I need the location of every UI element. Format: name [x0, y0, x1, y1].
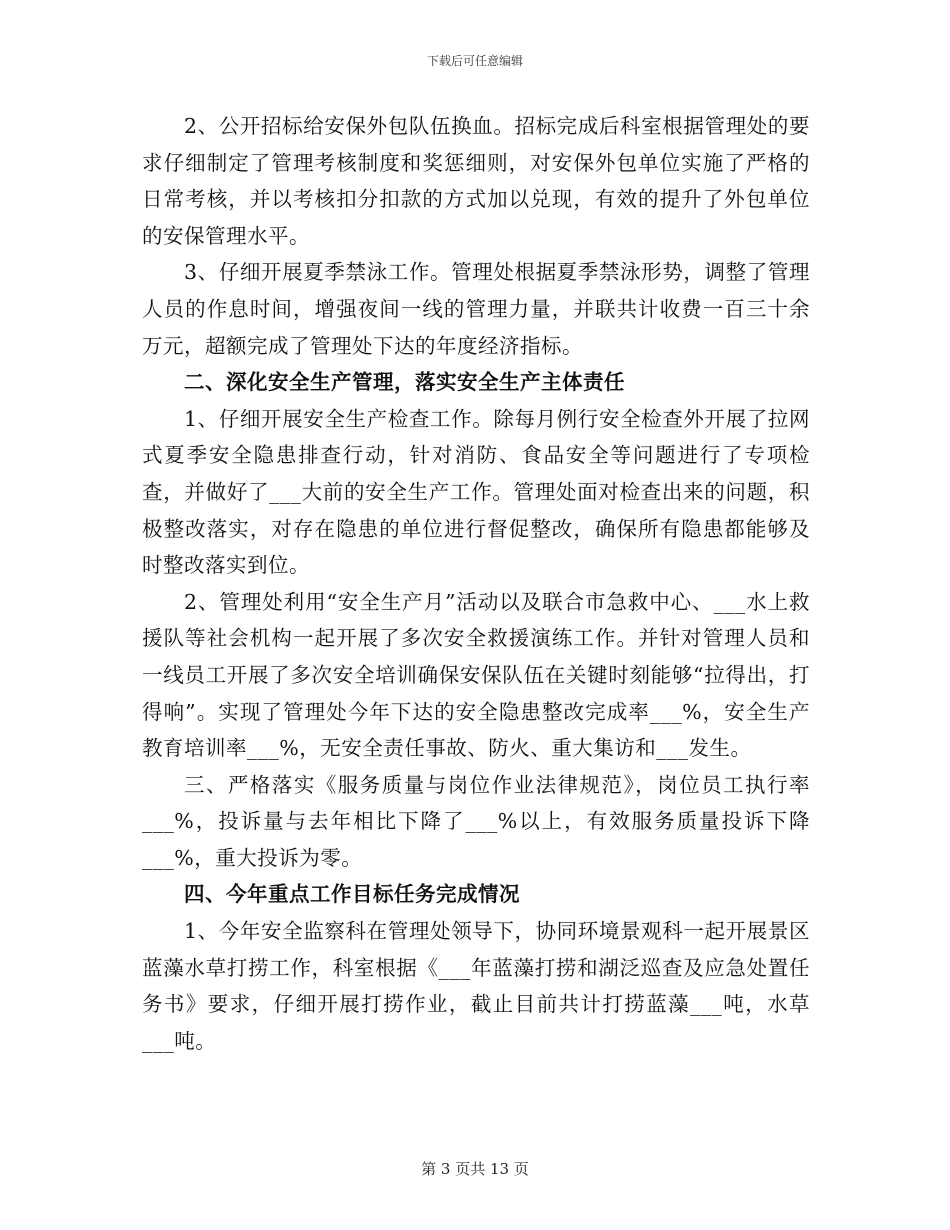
- document-body: [142, 108, 810, 1059]
- page-footer: 第 3 页共 13 页: [421, 1160, 529, 1178]
- section-heading-safety-production: 二、深化安全生产管理，落实安全生产主体责任: [184, 370, 625, 395]
- paragraph-service-quality: 三、严格落实《服务质量与岗位作业法律规范》，岗位员工执行率___%，投诉量与去年相比下降了___%以上，有效服务质量投诉下降___%，重大投诉为零。: [142, 772, 810, 870]
- paragraph-summer-swimming-ban: 3、仔细开展夏季禁泳工作。管理处根据夏季禁泳形势，调整了管理人员的作息时间，增强夜间一线的管理力量，并联共计收费一百三十余万元，超额完成了管理处下达的年度经济指标。: [142, 260, 810, 358]
- paragraph-security-outsourcing: 2、公开招标给安保外包队伍换血。招标完成后科室根据管理处的要求仔细制定了管理考核制度和奖惩细则，对安保外包单位实施了严格的日常考核，并以考核扣分扣款的方式加以兑现，有效的提升了外包单位的安保管理水平。: [142, 114, 810, 248]
- paragraph-safety-month-drills: 2、管理处利用“安全生产月”活动以及联合市急救中心、___水上救援队等社会机构一起开展了多次安全救援演练工作。并针对管理人员和一线员工开展了多次安全培训确保安保队伍在关键时刻能够“拉得出，打得响”。实现了管理处今年下达的安全隐患整改完成率___%，安全生产教育培训率___%，无安全责任事故、防火、重大集访和___发生。: [142, 589, 810, 761]
- paragraph-algae-removal: 1、今年安全监察科在管理处领导下，协同环境景观科一起开展景区蓝藻水草打捞工作，科室根据《___年蓝藻打捞和湖泛巡查及应急处置任务书》要求，仔细开展打捞作业，截止目前共计打捞蓝藻___吨，水草___吨。: [142, 919, 810, 1053]
- paragraph-safety-inspection: 1、仔细开展安全生产检查工作。除每月例行安全检查外开展了拉网式夏季安全隐患排查行动，针对消防、食品安全等问题进行了专项检查，并做好了___大前的安全生产工作。管理处面对检查出来的问题，积极整改落实，对存在隐患的单位进行督促整改，确保所有隐患都能够及时整改落实到位。: [142, 406, 810, 578]
- page-header: 下载后可任意编辑: [426, 54, 523, 68]
- section-heading-key-tasks: 四、今年重点工作目标任务完成情况: [184, 882, 520, 907]
